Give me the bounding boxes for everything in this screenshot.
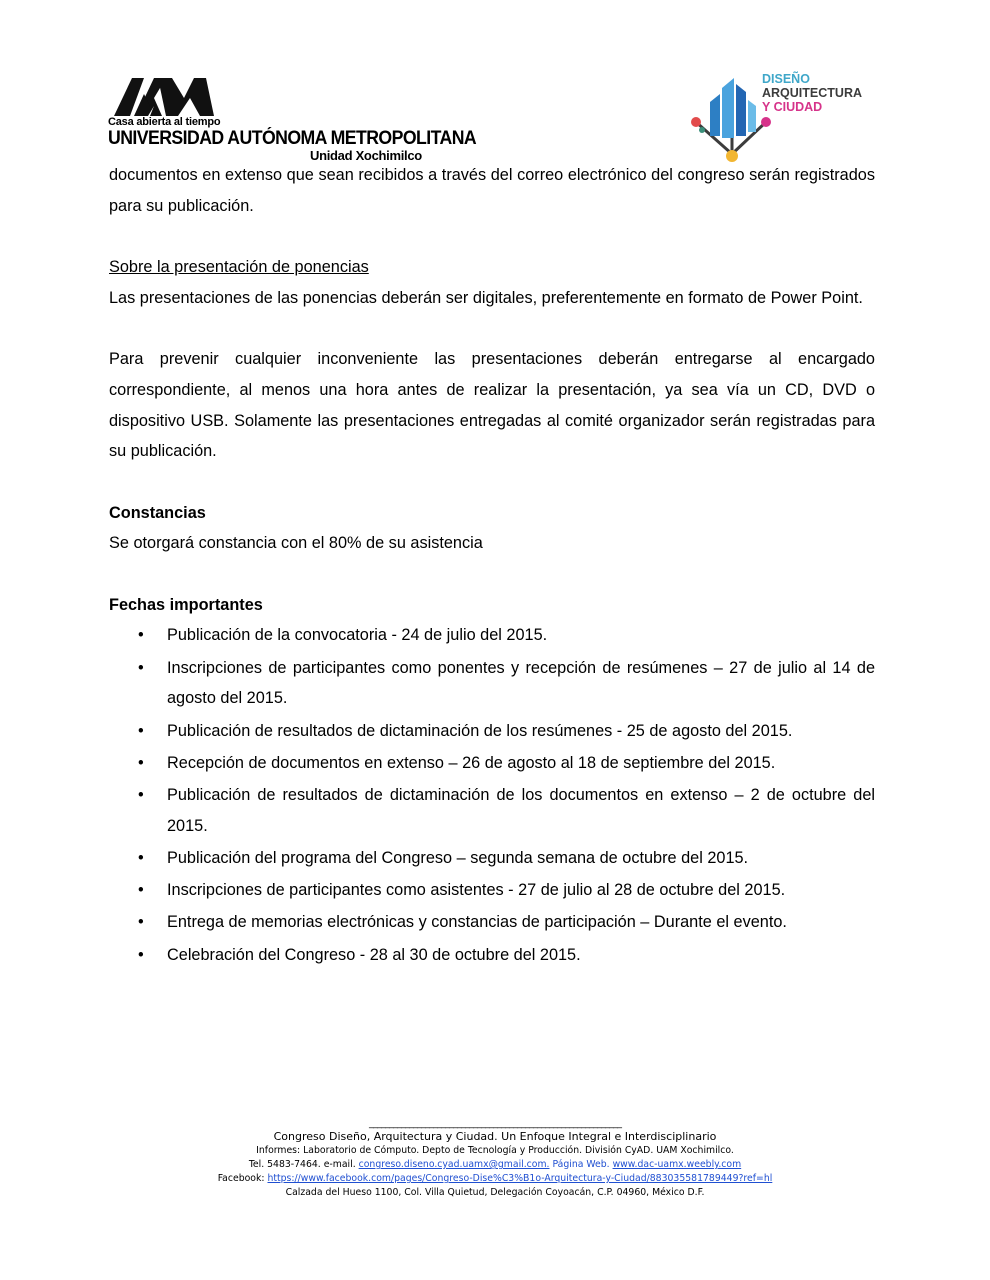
dates-heading: Fechas importantes	[109, 595, 263, 614]
list-item: • Publicación de resultados de dictaminación de los resúmenes - 25 de agosto del 2015.	[109, 716, 875, 747]
uam-unit: Unidad Xochimilco	[310, 148, 422, 163]
footer-rule: _______________________________________________________________	[369, 1118, 621, 1129]
footer-facebook-link[interactable]: https://www.facebook.com/pages/Congreso-Dise%C3%B1o-Arquitectura-y-Ciudad/883035581789449?ref=hl	[267, 1173, 773, 1184]
footer-facebook-label: Facebook:	[217, 1173, 268, 1184]
footer-facebook	[0, 1172, 990, 1186]
document-body	[109, 160, 875, 972]
dac-logo	[688, 72, 888, 164]
list-item: • Entrega de memorias electrónicas y constancias de participación – Durante el evento.	[109, 907, 875, 938]
certificates-heading: Constancias	[109, 503, 206, 522]
footer-title: Congreso Diseño, Arquitectura y Ciudad. Un Enfoque Integral e Interdisciplinario	[273, 1130, 717, 1143]
list-item: • Publicación de la convocatoria - 24 de julio del 2015.	[109, 620, 875, 651]
uam-emblem-icon	[114, 76, 214, 116]
list-item: • Recepción de documentos en extenso – 26 de agosto al 18 de septiembre del 2015.	[109, 748, 875, 779]
dac-logo-text	[762, 72, 862, 114]
page-footer	[0, 1118, 990, 1200]
footer-web-link[interactable]: www.dac-uamx.weebly.com	[612, 1159, 742, 1170]
list-item: • Celebración del Congreso - 28 al 30 de octubre del 2015.	[109, 940, 875, 971]
footer-email-link[interactable]: congreso.diseno.cyad.uamx@gmail.com.	[358, 1159, 550, 1170]
uam-name: UNIVERSIDAD AUTÓNOMA METROPOLITANA	[108, 128, 477, 149]
dates-list	[109, 620, 875, 970]
intro-paragraph: documentos en extenso que sean recibidos a través del correo electrónico del congreso serán registrados para su publicación.	[109, 166, 875, 215]
footer-web-label: Página Web.	[549, 1159, 613, 1170]
footer-address: Calzada del Hueso 1100, Col. Villa Quietud, Delegación Coyoacán, C.P. 04960, México D.F.	[285, 1187, 705, 1198]
footer-contact	[0, 1158, 990, 1172]
presentations-heading: Sobre la presentación de ponencias	[109, 258, 369, 277]
presentations-paragraph-1: Las presentaciones de las ponencias deberán ser digitales, preferentemente en formato de Power Point.	[109, 288, 863, 307]
certificates-text: Se otorgará constancia con el 80% de su asistencia	[109, 534, 483, 553]
list-item: • Inscripciones de participantes como asistentes - 27 de julio al 28 de octubre del 2015.	[109, 875, 875, 906]
presentations-paragraph-2: Para prevenir cualquier inconveniente las presentaciones deberán entregarse al encargado correspondiente, al menos una hora antes de realizar la presentación, ya sea vía un CD, DVD o dispositivo USB. Solamente las presentaciones entregadas al comité organizador serán registradas para su publicación.	[109, 350, 875, 461]
list-item: • Publicación del programa del Congreso – segunda semana de octubre del 2015.	[109, 843, 875, 874]
footer-tel: Tel. 5483-7464. e-mail.	[248, 1159, 359, 1170]
uam-slogan: Casa abierta al tiempo	[108, 116, 221, 128]
uam-logo	[108, 76, 477, 166]
footer-info: Informes: Laboratorio de Cómputo. Depto de Tecnología y Producción. División CyAD. UAM Xochimilco.	[256, 1145, 734, 1156]
dac-line-3: Y CIUDAD	[762, 100, 823, 114]
dac-line-2: ARQUITECTURA	[762, 86, 862, 100]
list-item: • Publicación de resultados de dictaminación de los documentos en extenso – 2 de octubre del 2015.	[109, 780, 875, 841]
dac-line-1: DISEÑO	[762, 72, 810, 86]
list-item: • Inscripciones de participantes como ponentes y recepción de resúmenes – 27 de julio al 14 de agosto del 2015.	[109, 653, 875, 714]
